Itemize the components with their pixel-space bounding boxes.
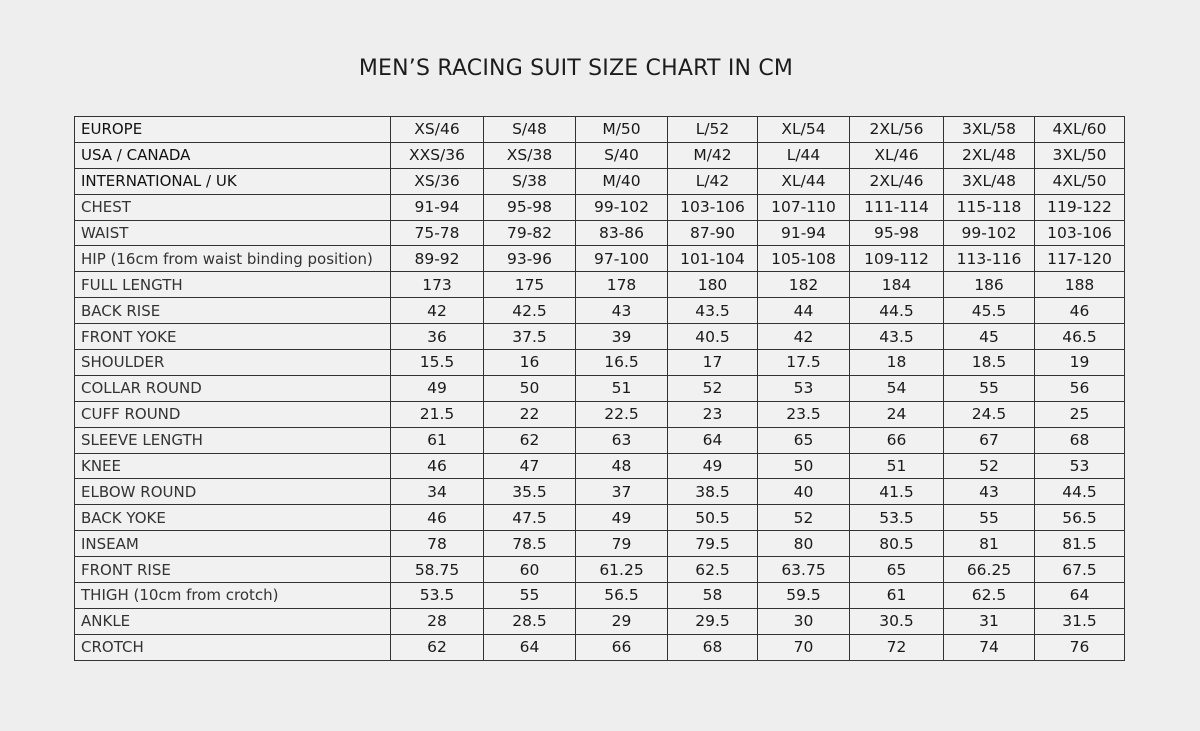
- table-row: [75, 453, 1125, 479]
- table-cell: 68: [1035, 427, 1125, 453]
- table-cell: XS/38: [484, 142, 576, 168]
- table-cell: 4XL/60: [1035, 117, 1125, 143]
- table-cell: 56.5: [576, 583, 668, 609]
- table-cell: 188: [1035, 272, 1125, 298]
- table-cell: 60: [484, 557, 576, 583]
- table-cell: L/42: [668, 168, 758, 194]
- table-cell: 97-100: [576, 246, 668, 272]
- table-cell: 49: [576, 505, 668, 531]
- table-row: [75, 246, 1125, 272]
- table-cell: 23: [668, 401, 758, 427]
- table-cell: 21.5: [391, 401, 484, 427]
- table-cell: 53.5: [850, 505, 944, 531]
- table-cell: 42.5: [484, 298, 576, 324]
- table-cell: 103-106: [1035, 220, 1125, 246]
- table-cell: 101-104: [668, 246, 758, 272]
- table-cell: 39: [576, 324, 668, 350]
- table-cell: 178: [576, 272, 668, 298]
- table-row: [75, 375, 1125, 401]
- table-cell: 47.5: [484, 505, 576, 531]
- row-label: CHEST: [75, 194, 391, 220]
- table-cell: S/48: [484, 117, 576, 143]
- table-cell: 22: [484, 401, 576, 427]
- table-row: [75, 324, 1125, 350]
- chart-title: MEN’S RACING SUIT SIZE CHART IN CM: [358, 56, 794, 81]
- table-cell: 74: [944, 634, 1035, 660]
- row-label: EUROPE: [75, 117, 391, 143]
- table-cell: XS/46: [391, 117, 484, 143]
- row-label: ANKLE: [75, 608, 391, 634]
- table-cell: 72: [850, 634, 944, 660]
- table-cell: 175: [484, 272, 576, 298]
- table-cell: 35.5: [484, 479, 576, 505]
- table-cell: 28.5: [484, 608, 576, 634]
- table-cell: 43: [944, 479, 1035, 505]
- table-cell: 3XL/50: [1035, 142, 1125, 168]
- table-cell: 46: [391, 505, 484, 531]
- table-cell: 47: [484, 453, 576, 479]
- table-cell: 111-114: [850, 194, 944, 220]
- table-cell: 40.5: [668, 324, 758, 350]
- row-label: ELBOW ROUND: [75, 479, 391, 505]
- table-cell: S/38: [484, 168, 576, 194]
- table-cell: 81: [944, 531, 1035, 557]
- table-cell: 24.5: [944, 401, 1035, 427]
- table-cell: 79.5: [668, 531, 758, 557]
- table-cell: 119-122: [1035, 194, 1125, 220]
- table-cell: 44.5: [850, 298, 944, 324]
- table-row: [75, 634, 1125, 660]
- table-cell: 4XL/50: [1035, 168, 1125, 194]
- table-row: [75, 583, 1125, 609]
- table-cell: 64: [484, 634, 576, 660]
- table-cell: 75-78: [391, 220, 484, 246]
- table-row: [75, 272, 1125, 298]
- table-cell: 62: [484, 427, 576, 453]
- table-cell: 91-94: [758, 220, 850, 246]
- table-cell: 44: [758, 298, 850, 324]
- table-cell: 15.5: [391, 350, 484, 376]
- table-cell: 54: [850, 375, 944, 401]
- table-row: [75, 505, 1125, 531]
- table-row: [75, 220, 1125, 246]
- table-cell: 184: [850, 272, 944, 298]
- row-label: FRONT RISE: [75, 557, 391, 583]
- table-cell: 95-98: [484, 194, 576, 220]
- table-cell: 18.5: [944, 350, 1035, 376]
- table-cell: 53.5: [391, 583, 484, 609]
- table-cell: 22.5: [576, 401, 668, 427]
- table-cell: 180: [668, 272, 758, 298]
- table-cell: 107-110: [758, 194, 850, 220]
- table-cell: 3XL/48: [944, 168, 1035, 194]
- row-label: FULL LENGTH: [75, 272, 391, 298]
- row-label: CUFF ROUND: [75, 401, 391, 427]
- table-cell: 63: [576, 427, 668, 453]
- table-cell: 28: [391, 608, 484, 634]
- table-cell: 61: [850, 583, 944, 609]
- table-cell: 40: [758, 479, 850, 505]
- table-cell: 31.5: [1035, 608, 1125, 634]
- row-label: COLLAR ROUND: [75, 375, 391, 401]
- table-cell: 56.5: [1035, 505, 1125, 531]
- table-row: [75, 401, 1125, 427]
- table-cell: 45.5: [944, 298, 1035, 324]
- table-cell: 51: [850, 453, 944, 479]
- row-label: THIGH (10cm from crotch): [75, 583, 391, 609]
- table-cell: 50.5: [668, 505, 758, 531]
- row-label: SLEEVE LENGTH: [75, 427, 391, 453]
- table-cell: XL/46: [850, 142, 944, 168]
- table-cell: 109-112: [850, 246, 944, 272]
- table-row: [75, 427, 1125, 453]
- row-label: HIP (16cm from waist binding position): [75, 246, 391, 272]
- row-label: FRONT YOKE: [75, 324, 391, 350]
- table-cell: 89-92: [391, 246, 484, 272]
- table-cell: 66.25: [944, 557, 1035, 583]
- table-row: [75, 608, 1125, 634]
- table-cell: 23.5: [758, 401, 850, 427]
- table-cell: XL/54: [758, 117, 850, 143]
- table-cell: 80.5: [850, 531, 944, 557]
- table-cell: S/40: [576, 142, 668, 168]
- table-row: [75, 557, 1125, 583]
- row-label: INSEAM: [75, 531, 391, 557]
- table-row: [75, 531, 1125, 557]
- table-cell: 16.5: [576, 350, 668, 376]
- table-cell: 55: [944, 375, 1035, 401]
- table-cell: 30: [758, 608, 850, 634]
- table-cell: 55: [484, 583, 576, 609]
- table-cell: 2XL/48: [944, 142, 1035, 168]
- table-row: [75, 298, 1125, 324]
- table-cell: 53: [1035, 453, 1125, 479]
- table-cell: 66: [850, 427, 944, 453]
- table-cell: XXS/36: [391, 142, 484, 168]
- table-cell: 79: [576, 531, 668, 557]
- table-cell: 37.5: [484, 324, 576, 350]
- table-cell: 67: [944, 427, 1035, 453]
- size-chart-body: [75, 117, 1125, 661]
- table-cell: 95-98: [850, 220, 944, 246]
- table-cell: XS/36: [391, 168, 484, 194]
- row-label: INTERNATIONAL / UK: [75, 168, 391, 194]
- table-cell: 65: [850, 557, 944, 583]
- table-cell: XL/44: [758, 168, 850, 194]
- table-cell: 182: [758, 272, 850, 298]
- table-cell: 44.5: [1035, 479, 1125, 505]
- table-cell: 115-118: [944, 194, 1035, 220]
- table-cell: M/42: [668, 142, 758, 168]
- table-cell: 50: [484, 375, 576, 401]
- table-cell: 19: [1035, 350, 1125, 376]
- table-cell: 62.5: [668, 557, 758, 583]
- table-cell: 3XL/58: [944, 117, 1035, 143]
- table-cell: 78: [391, 531, 484, 557]
- table-cell: 68: [668, 634, 758, 660]
- table-cell: 53: [758, 375, 850, 401]
- table-row: [75, 117, 1125, 143]
- table-cell: 173: [391, 272, 484, 298]
- table-cell: 79-82: [484, 220, 576, 246]
- table-cell: 91-94: [391, 194, 484, 220]
- table-cell: 63.75: [758, 557, 850, 583]
- table-cell: 117-120: [1035, 246, 1125, 272]
- table-cell: 43.5: [850, 324, 944, 350]
- table-cell: M/40: [576, 168, 668, 194]
- table-cell: 186: [944, 272, 1035, 298]
- table-cell: 78.5: [484, 531, 576, 557]
- table-cell: 62.5: [944, 583, 1035, 609]
- table-cell: 67.5: [1035, 557, 1125, 583]
- table-cell: 46: [391, 453, 484, 479]
- table-cell: 113-116: [944, 246, 1035, 272]
- table-cell: 80: [758, 531, 850, 557]
- table-row: [75, 142, 1125, 168]
- table-cell: 52: [758, 505, 850, 531]
- table-cell: 17.5: [758, 350, 850, 376]
- table-cell: 41.5: [850, 479, 944, 505]
- table-cell: 93-96: [484, 246, 576, 272]
- table-cell: 37: [576, 479, 668, 505]
- table-cell: 50: [758, 453, 850, 479]
- table-cell: 2XL/46: [850, 168, 944, 194]
- table-cell: 64: [1035, 583, 1125, 609]
- table-cell: 46: [1035, 298, 1125, 324]
- row-label: KNEE: [75, 453, 391, 479]
- table-cell: 81.5: [1035, 531, 1125, 557]
- table-cell: 83-86: [576, 220, 668, 246]
- table-cell: 61.25: [576, 557, 668, 583]
- row-label: CROTCH: [75, 634, 391, 660]
- table-cell: 99-102: [576, 194, 668, 220]
- table-cell: L/52: [668, 117, 758, 143]
- table-cell: 49: [391, 375, 484, 401]
- table-cell: 42: [391, 298, 484, 324]
- table-cell: 58.75: [391, 557, 484, 583]
- table-cell: 42: [758, 324, 850, 350]
- table-cell: 16: [484, 350, 576, 376]
- table-cell: 25: [1035, 401, 1125, 427]
- table-cell: 45: [944, 324, 1035, 350]
- table-cell: 61: [391, 427, 484, 453]
- table-cell: 56: [1035, 375, 1125, 401]
- table-cell: 59.5: [758, 583, 850, 609]
- table-cell: L/44: [758, 142, 850, 168]
- table-cell: 99-102: [944, 220, 1035, 246]
- row-label: USA / CANADA: [75, 142, 391, 168]
- table-row: [75, 168, 1125, 194]
- table-cell: 58: [668, 583, 758, 609]
- table-cell: 76: [1035, 634, 1125, 660]
- row-label: WAIST: [75, 220, 391, 246]
- table-cell: 18: [850, 350, 944, 376]
- table-cell: 62: [391, 634, 484, 660]
- table-row: [75, 194, 1125, 220]
- size-chart-table: [74, 116, 1125, 661]
- table-cell: 30.5: [850, 608, 944, 634]
- table-cell: 2XL/56: [850, 117, 944, 143]
- table-cell: 36: [391, 324, 484, 350]
- table-row: [75, 479, 1125, 505]
- row-label: BACK RISE: [75, 298, 391, 324]
- row-label: BACK YOKE: [75, 505, 391, 531]
- table-cell: 46.5: [1035, 324, 1125, 350]
- table-cell: 34: [391, 479, 484, 505]
- table-cell: 66: [576, 634, 668, 660]
- table-cell: 43: [576, 298, 668, 324]
- table-cell: M/50: [576, 117, 668, 143]
- table-cell: 24: [850, 401, 944, 427]
- table-cell: 65: [758, 427, 850, 453]
- table-cell: 103-106: [668, 194, 758, 220]
- table-row: [75, 350, 1125, 376]
- table-cell: 38.5: [668, 479, 758, 505]
- table-cell: 70: [758, 634, 850, 660]
- table-cell: 64: [668, 427, 758, 453]
- table-cell: 29: [576, 608, 668, 634]
- table-cell: 49: [668, 453, 758, 479]
- table-cell: 29.5: [668, 608, 758, 634]
- table-cell: 55: [944, 505, 1035, 531]
- table-cell: 51: [576, 375, 668, 401]
- row-label: SHOULDER: [75, 350, 391, 376]
- table-cell: 31: [944, 608, 1035, 634]
- table-cell: 52: [944, 453, 1035, 479]
- table-cell: 52: [668, 375, 758, 401]
- table-cell: 48: [576, 453, 668, 479]
- table-cell: 105-108: [758, 246, 850, 272]
- table-cell: 17: [668, 350, 758, 376]
- table-cell: 43.5: [668, 298, 758, 324]
- table-cell: 87-90: [668, 220, 758, 246]
